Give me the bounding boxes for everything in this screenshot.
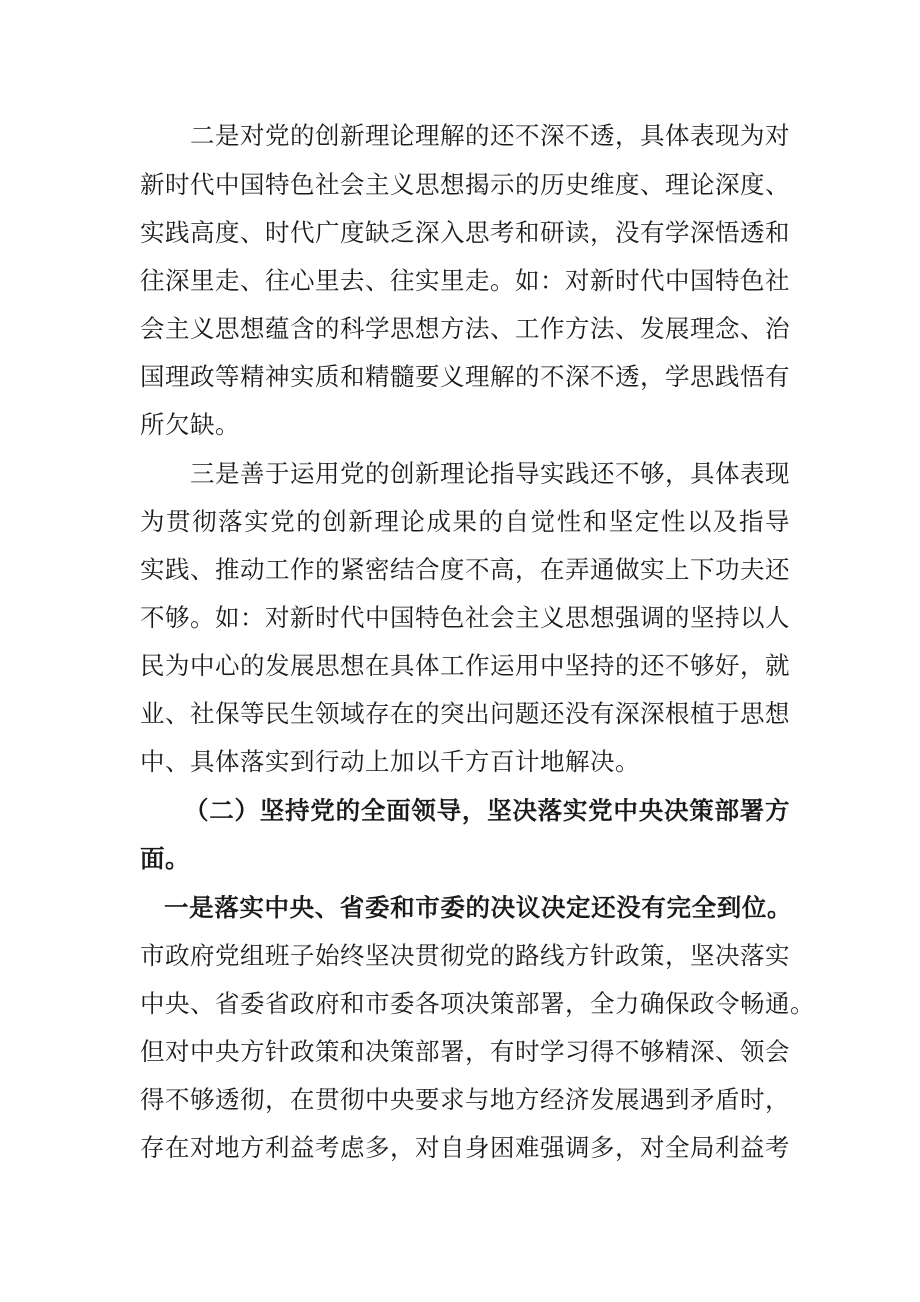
paragraph-2-line-2: 为贯彻落实党的创新理论成果的自觉性和坚定性以及指导 xyxy=(140,507,790,536)
section-heading-line-2: 面。 xyxy=(140,844,190,873)
paragraph-1-line-1: 二是对党的创新理论理解的还不深不透，具体表现为对 xyxy=(190,121,790,150)
paragraph-3-line-6: 存在对地方利益考虑多，对自身困难强调多，对全局利益考 xyxy=(140,1133,790,1162)
paragraph-1-line-6: 国理政等精神实质和精髓要义理解的不深不透，学思践悟有 xyxy=(140,362,790,391)
paragraph-3-line-2: 市政府党组班子始终坚决贯彻党的路线方针政策，坚决落实 xyxy=(140,941,790,970)
paragraph-3-lead-sentence: 一是落实中央、省委和市委的决议决定还没有完全到位。 xyxy=(164,893,792,922)
paragraph-2-line-5: 民为中心的发展思想在具体工作运用中坚持的还不够好，就 xyxy=(140,651,790,680)
section-heading-line-1: （二）坚持党的全面领导，坚决落实党中央决策部署方 xyxy=(184,796,790,825)
paragraph-3-line-4: 但对中央方针政策和决策部署，有时学习得不够精深、领会 xyxy=(140,1037,790,1066)
paragraph-1-line-2: 新时代中国特色社会主义思想揭示的历史维度、理论深度、 xyxy=(140,170,790,199)
paragraph-2-line-4: 不够。如：对新时代中国特色社会主义思想强调的坚持以人 xyxy=(140,603,790,632)
paragraph-1-line-4: 往深里走、往心里去、往实里走。如：对新时代中国特色社 xyxy=(140,266,790,295)
paragraph-1-line-5: 会主义思想蕴含的科学思想方法、工作方法、发展理念、治 xyxy=(140,314,790,343)
paragraph-2-line-7: 中、具体落实到行动上加以千方百计地解决。 xyxy=(140,747,640,776)
paragraph-2-line-6: 业、社保等民生领域存在的突出问题还没有深深根植于思想 xyxy=(140,699,790,728)
paragraph-2-line-3: 实践、推动工作的紧密结合度不高，在弄通做实上下功夫还 xyxy=(140,555,790,584)
paragraph-1-line-3: 实践高度、时代广度缺乏深入思考和研读，没有学深悟透和 xyxy=(140,218,790,247)
paragraph-3-line-3: 中央、省委省政府和市委各项决策部署，全力确保政令畅通。 xyxy=(140,989,815,1018)
paragraph-1-line-7: 所欠缺。 xyxy=(140,410,240,439)
paragraph-2-line-1: 三是善于运用党的创新理论指导实践还不够，具体表现 xyxy=(190,459,790,488)
paragraph-3-line-5: 得不够透彻，在贯彻中央要求与地方经济发展遇到矛盾时， xyxy=(140,1085,790,1114)
